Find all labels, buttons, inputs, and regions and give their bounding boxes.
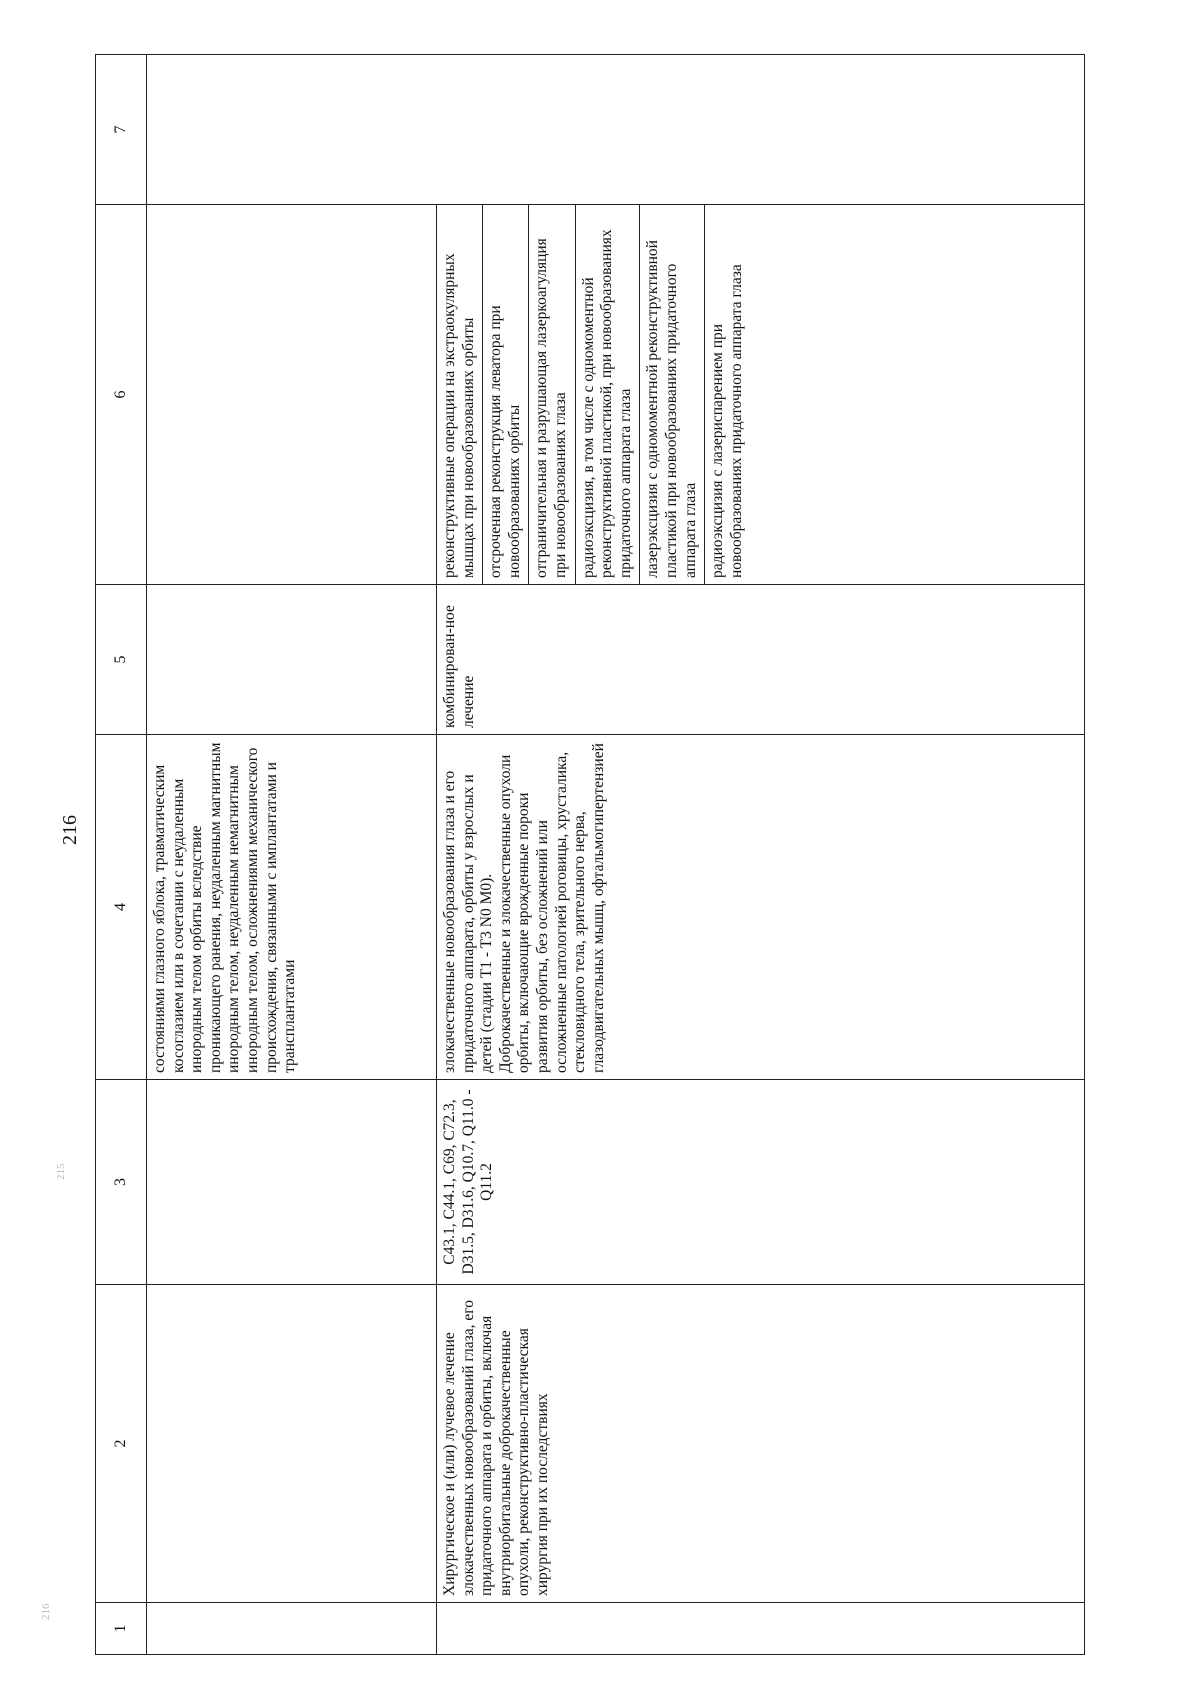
method-item: реконструктивные операции на экстраокулярных мышцах при новообразованиях орбиты [437,205,483,584]
cont-col-4: состояниями глазного яблока, травматическим косоглазием или в сочетании с неудаленным инородным телом орбиты вследствие проникающего ранения, неудаленным магнитным инородным телом, неудаленным немагнитным инородным телом, осложнениями механического происхождения, связанными с имплантатами и трансплантатами [147,735,437,1080]
main-row [437,55,1085,1655]
method-item: радиоэксцизия с лазериспарением при новообразованиях придаточного аппарата глаза [709,264,745,578]
header-col-2: 2 [96,1285,147,1603]
rotated-table-sheet [95,55,1085,1655]
scan-mark: 215 [55,1163,67,1180]
method-item: отграничительная и разрушающая лазеркоагуляция при новообразованиях глаза [529,205,575,584]
main-col-6 [437,205,1085,585]
cont-col-1 [147,1603,437,1655]
method-item: отсроченная реконструкция леватора при новообразованиях орбиты [483,205,529,584]
cont-col-2 [147,1285,437,1603]
cont-col-7 [147,55,1085,205]
main-col-1 [437,1603,1085,1655]
medical-care-table [95,54,1085,1655]
header-col-5: 5 [96,585,147,735]
scan-mark: 216 [40,1603,52,1620]
header-col-1: 1 [96,1603,147,1655]
header-col-7: 7 [96,55,147,205]
continuation-row [147,55,437,1655]
main-col-2: Хирургическое и (или) лучевое лечение злокачественных новообразований глаза, его придаточного аппарата и орбиты, включая внутриорбитальные доброкачественные опухоли, реконструктивно-пластическая хирургия при их последствиях [437,1285,1085,1603]
main-col-4: злокачественные новообразования глаза и его придаточного аппарата, орбиты у взрослых и детей (стадии T1 - T3 N0 M0). Доброкачественные и злокачественные опухоли орбиты, включающие врожденные пороки развития орбиты, без осложнений или осложненные патологией роговицы, хрусталика, стекловидного тела, зрительного нерва, глазодвигательных мышц, офтальмогипертензией [437,735,1085,1080]
cont-col-6 [147,205,437,585]
cont-col-3 [147,1080,437,1285]
main-col-3: C43.1, C44.1, C69, C72.3, D31.5, D31.6, Q10.7, Q11.0 - Q11.2 [437,1080,1085,1285]
method-item: лазерэксцизия с одномоментной реконструктивной пластикой при новообразованиях придаточного аппарата глаза [640,205,705,584]
method-item: радиоэксцизия, в том числе с одномоментной реконструктивной пластикой, при новообразованиях придаточного аппарата глаза [576,205,641,584]
cont-col-5 [147,585,437,735]
main-col-5: комбинирован-ное лечение [437,585,1085,735]
page-number: 216 [59,815,81,845]
header-col-6: 6 [96,205,147,585]
header-col-4: 4 [96,735,147,1080]
header-row [96,55,147,1655]
header-col-3: 3 [96,1080,147,1285]
